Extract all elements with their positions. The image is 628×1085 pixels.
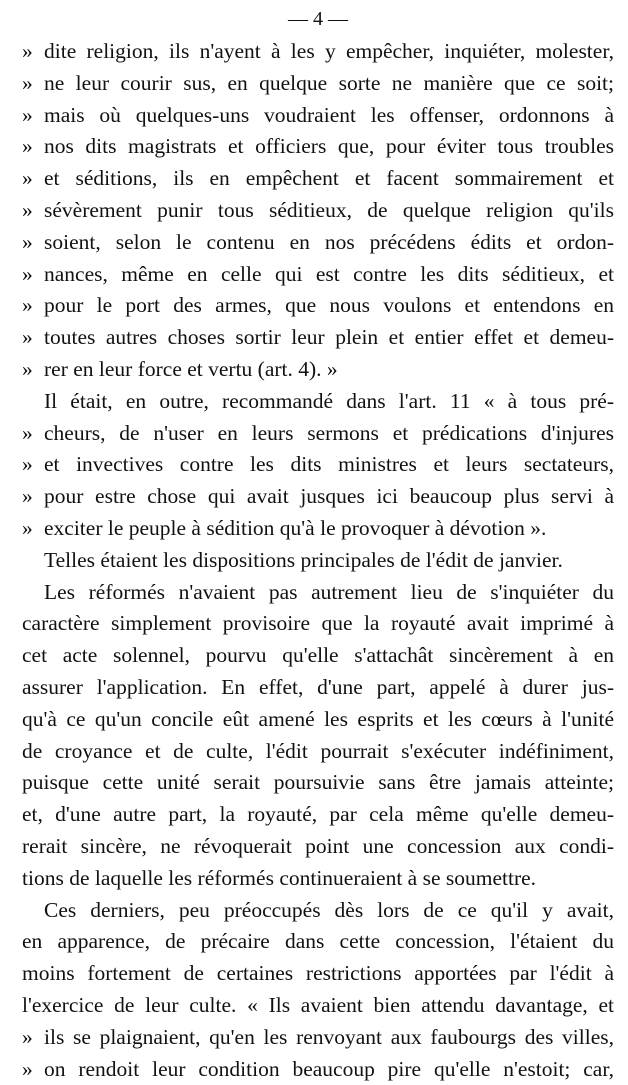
text-line [22, 418, 614, 450]
text-line [22, 195, 614, 227]
text-line [22, 513, 614, 545]
text-line [22, 958, 614, 990]
quote-mark: » [22, 227, 44, 259]
line-text: sévèrement punir tous séditieux, de quelque religion qu'ils [44, 198, 614, 222]
quote-mark: » [22, 36, 44, 68]
text-line [22, 36, 614, 68]
quote-mark: » [22, 290, 44, 322]
line-text: Telles étaient les dispositions principales de l'édit de janvier. [44, 548, 563, 572]
quote-mark: » [22, 68, 44, 100]
quote-mark: » [22, 163, 44, 195]
line-text: nos dits magistrats et officiers que, pour éviter tous troubles [44, 134, 614, 158]
line-text: caractère simplement provisoire que la royauté avait imprimé à [22, 611, 614, 635]
text-line [22, 863, 614, 895]
text-line [22, 799, 614, 831]
page-number: — 4 — [22, 6, 614, 32]
text-line [22, 163, 614, 195]
text-line [22, 672, 614, 704]
line-text: rer en leur force et vertu (art. 4). » [44, 357, 338, 381]
line-text: exciter le peuple à sédition qu'à le provoquer à dévotion ». [44, 516, 546, 540]
text-line [22, 831, 614, 863]
line-text: et invectives contre les dits ministres et leurs sectateurs, [44, 452, 614, 476]
text-line [22, 577, 614, 609]
line-text: Les réformés n'avaient pas autrement lieu de s'inquiéter du [44, 580, 614, 604]
quote-mark: » [22, 449, 44, 481]
line-text: Il était, en outre, recommandé dans l'art. 11 « à tous pré- [44, 389, 614, 413]
text-line [22, 449, 614, 481]
line-text: en apparence, de précaire dans cette concession, l'étaient du [22, 929, 614, 953]
line-text: et séditions, ils en empêchent et facent sommairement et [44, 166, 614, 190]
text-line [22, 131, 614, 163]
quote-mark: » [22, 259, 44, 291]
quote-mark: » [22, 131, 44, 163]
line-text: pour le port des armes, que nous voulons et entendons en [44, 293, 614, 317]
line-text: on rendoit leur condition beaucoup pire qu'elle n'estoit; car, [44, 1057, 614, 1081]
line-text: tions de laquelle les réformés continueraient à se soumettre. [22, 866, 536, 890]
quote-mark: » [22, 100, 44, 132]
text-line [22, 926, 614, 958]
line-text: Ces derniers, peu préoccupés dès lors de ce qu'il y avait, [44, 898, 614, 922]
line-text: dite religion, ils n'ayent à les y empêcher, inquiéter, molester, [44, 39, 614, 63]
text-line [22, 481, 614, 513]
quote-mark: » [22, 1022, 44, 1054]
text-line [22, 386, 614, 418]
text-line [22, 640, 614, 672]
text-line [22, 354, 614, 386]
line-text: nances, même en celle qui est contre les dits séditieux, et [44, 262, 614, 286]
line-text: de croyance et de culte, l'édit pourrait s'exécuter indéfiniment, [22, 739, 614, 763]
text-line [22, 545, 614, 577]
line-text: pour estre chose qui avait jusques ici beaucoup plus servi à [44, 484, 614, 508]
text-line [22, 608, 614, 640]
text-line [22, 736, 614, 768]
line-text: cet acte solennel, pourvu qu'elle s'attachât sincèrement à en [22, 643, 614, 667]
text-line [22, 100, 614, 132]
quote-mark: » [22, 195, 44, 227]
line-text: et, d'une autre part, la royauté, par cela même qu'elle demeu- [22, 802, 614, 826]
text-line [22, 1022, 614, 1054]
quote-mark: » [22, 354, 44, 386]
quote-mark: » [22, 322, 44, 354]
quote-mark: » [22, 513, 44, 545]
text-line [22, 990, 614, 1022]
line-text: toutes autres choses sortir leur plein et entier effet et demeu- [44, 325, 614, 349]
line-text: ils se plaignaient, qu'en les renvoyant aux faubourgs des villes, [44, 1025, 614, 1049]
line-text: cheurs, de n'user en leurs sermons et prédications d'injures [44, 421, 614, 445]
text-line [22, 227, 614, 259]
line-text: mais où quelques-uns voudraient les offenser, ordonnons à [44, 103, 614, 127]
quote-mark: » [22, 418, 44, 450]
text-line [22, 767, 614, 799]
quote-mark: » [22, 481, 44, 513]
text-line [22, 322, 614, 354]
line-text: rerait sincère, ne révoquerait point une concession aux condi- [22, 834, 614, 858]
text-line [22, 895, 614, 927]
line-text: ne leur courir sus, en quelque sorte ne manière que ce soit; [44, 71, 614, 95]
line-text: assurer l'application. En effet, d'une part, appelé à durer jus- [22, 675, 614, 699]
line-text: puisque cette unité serait poursuivie sans être jamais atteinte; [22, 770, 614, 794]
line-text: soient, selon le contenu en nos précédens édits et ordon- [44, 230, 614, 254]
quote-mark: » [22, 1054, 44, 1085]
text-body [22, 36, 614, 1085]
line-text: qu'à ce qu'un concile eût amené les esprits et les cœurs à l'unité [22, 707, 614, 731]
line-text: moins fortement de certaines restrictions apportées par l'édit à [22, 961, 614, 985]
text-line [22, 704, 614, 736]
text-line [22, 290, 614, 322]
line-text: l'exercice de leur culte. « Ils avaient bien attendu davantage, et [22, 993, 614, 1017]
text-line [22, 259, 614, 291]
text-line [22, 1054, 614, 1085]
text-line [22, 68, 614, 100]
